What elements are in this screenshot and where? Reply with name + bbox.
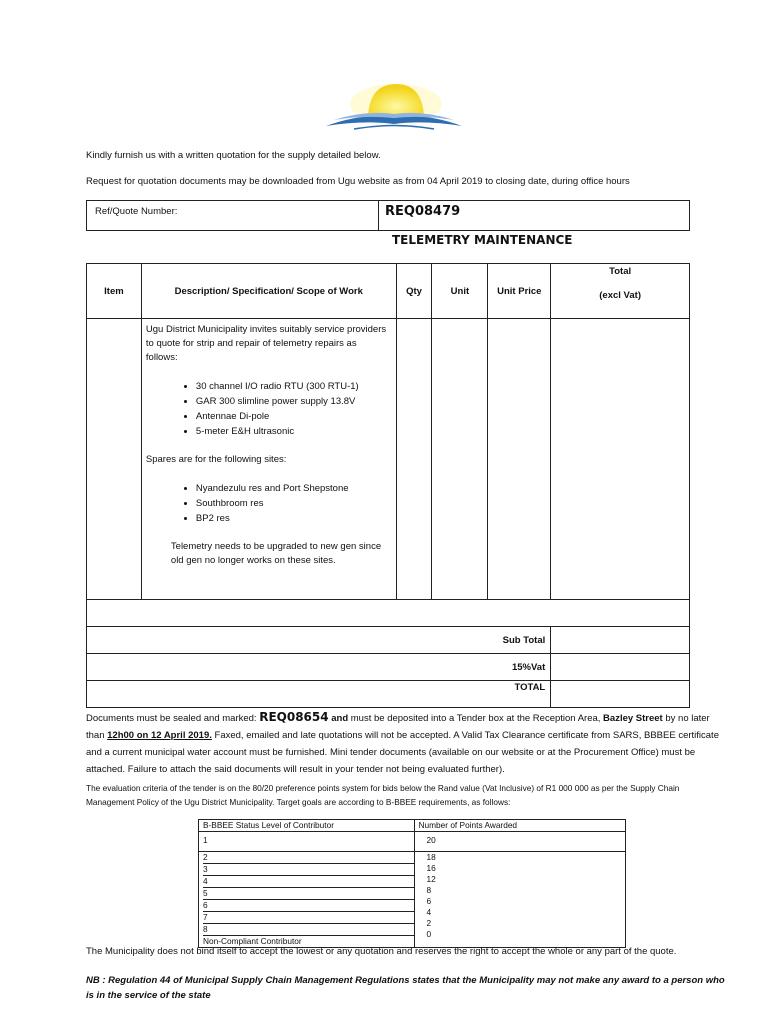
item-cell <box>87 319 142 600</box>
bbbee-points: 4 <box>426 907 432 917</box>
bbbee-points: 20 <box>414 832 626 852</box>
bbbee-level: 8 <box>203 924 414 936</box>
req-number: REQ08654 <box>259 710 329 724</box>
qty-cell <box>396 319 432 600</box>
evaluation-criteria: The evaluation criteria of the tender is on the 80/20 preference points system for bids below the Rand value (Vat Inclusive) of R1 000 000 as per the Supply Chain Management Policy of the Ugu District Municipality. Target goals are according to B-BBEE requirements, as follows: <box>86 783 680 807</box>
bbbee-level: Non-Compliant Contributor <box>203 936 302 946</box>
instructions-text: by no later than <box>86 713 710 741</box>
deadline: 12h00 on 12 April 2019. <box>107 730 212 741</box>
header-total-line2: (excl Vat) <box>599 289 641 301</box>
bbbee-level-list <box>199 852 415 948</box>
subtotal-value <box>551 627 690 654</box>
blank-row <box>87 600 690 627</box>
header-unit-price: Unit Price <box>488 264 551 319</box>
bbbee-table <box>198 819 626 948</box>
ref-number: REQ08479 <box>385 204 461 219</box>
bbbee-points: 16 <box>426 863 436 873</box>
intro-line-1: Kindly furnish us with a written quotation for the supply detailed below. <box>86 150 381 161</box>
total-cell <box>551 319 690 600</box>
vat-label: 15%Vat <box>87 654 551 681</box>
bbbee-points: 12 <box>426 874 436 884</box>
bbbee-level: 3 <box>203 864 414 876</box>
component-list <box>146 379 390 439</box>
bbbee-points: 0 <box>426 929 432 939</box>
bbbee-header-level: B-BBEE Status Level of Contributor <box>199 820 415 832</box>
description-intro: Ugu District Municipality invites suitably service providers to quote for strip and repair of telemetry repairs as follows: <box>145 324 387 363</box>
total-label: TOTAL <box>87 681 551 708</box>
bbbee-points: 2 <box>426 918 432 928</box>
bbbee-points-list <box>414 852 626 948</box>
list-item: • 30 channel I/O radio RTU (300 RTU-1) <box>196 379 390 394</box>
unit-cell <box>432 319 488 600</box>
instructions-text: must be deposited into a Tender box at the Reception Area, <box>348 713 604 724</box>
list-item: • Antennae Di-pole <box>196 409 390 424</box>
bbbee-level: 1 <box>199 832 415 852</box>
site-list <box>146 481 390 526</box>
bbbee-points: 8 <box>426 885 432 895</box>
instructions-paragraph <box>86 709 726 778</box>
intro-line-2: Request for quotation documents may be downloaded from Ugu website as from 04 April 2019 to closing date, during office hours <box>86 176 630 187</box>
list-item: • Southbroom res <box>196 496 390 511</box>
description-cell <box>141 319 396 600</box>
list-item: • GAR 300 slimline power supply 13.8V <box>196 394 390 409</box>
ref-box <box>86 200 690 231</box>
total-value <box>551 681 690 708</box>
header-qty: Qty <box>396 264 432 319</box>
instructions-and: and <box>328 713 349 724</box>
vat-value <box>551 654 690 681</box>
bbbee-level: 7 <box>203 912 414 924</box>
header-item: Item <box>87 264 142 319</box>
bbbee-header-points: Number of Points Awarded <box>414 820 626 832</box>
list-item: • 5-meter E&H ultrasonic <box>196 424 390 439</box>
header-total-line1: Total <box>609 266 632 277</box>
header-description: Description/ Specification/ Scope of Work <box>141 264 396 319</box>
subtotal-label: Sub Total <box>87 627 551 654</box>
bbbee-points: 6 <box>426 896 432 906</box>
header-unit: Unit <box>432 264 488 319</box>
instructions-text: Faxed, emailed and late quotations will not be accepted. A Valid Tax Clearance certificate from SARS, BBBEE certificate and a current municipal water account must be furnished. Mini tender documents (available on our website or at the Procurement Office) must be attached. Failure to attach the said documents will result in your tender not being evaluated further). <box>86 730 719 775</box>
page-title: TELEMETRY MAINTENANCE <box>392 233 573 247</box>
spares-intro: Spares are for the following sites: <box>145 454 287 465</box>
disclaimer: The Municipality does not bind itself to accept the lowest or any quotation and reserves the right to accept the whole or any part of the quote. <box>86 946 677 957</box>
quotation-table <box>86 263 690 708</box>
bbbee-level: 5 <box>203 888 414 900</box>
bbbee-level: 2 <box>203 852 414 864</box>
list-item: • Nyandezulu res and Port Shepstone <box>196 481 390 496</box>
ref-label: Ref/Quote Number: <box>95 206 178 217</box>
unit-price-cell <box>488 319 551 600</box>
list-item: • BP2 res <box>196 511 390 526</box>
sunrise-logo-icon <box>324 82 464 132</box>
bbbee-level: 4 <box>203 876 414 888</box>
street-name: Bazley Street <box>603 713 663 724</box>
header-total <box>551 264 690 319</box>
instructions-text: Documents must be sealed and marked: <box>86 713 260 724</box>
bbbee-points: 18 <box>426 852 436 862</box>
bbbee-level: 6 <box>203 900 414 912</box>
nb-note: NB : Regulation 44 of Municipal Supply Chain Management Regulations states that the Municipality may not make any award to a person who is in the service of the state <box>86 975 725 1001</box>
description-note: Telemetry needs to be upgraded to new gen since old gen no longer works on these sites. <box>170 541 382 566</box>
